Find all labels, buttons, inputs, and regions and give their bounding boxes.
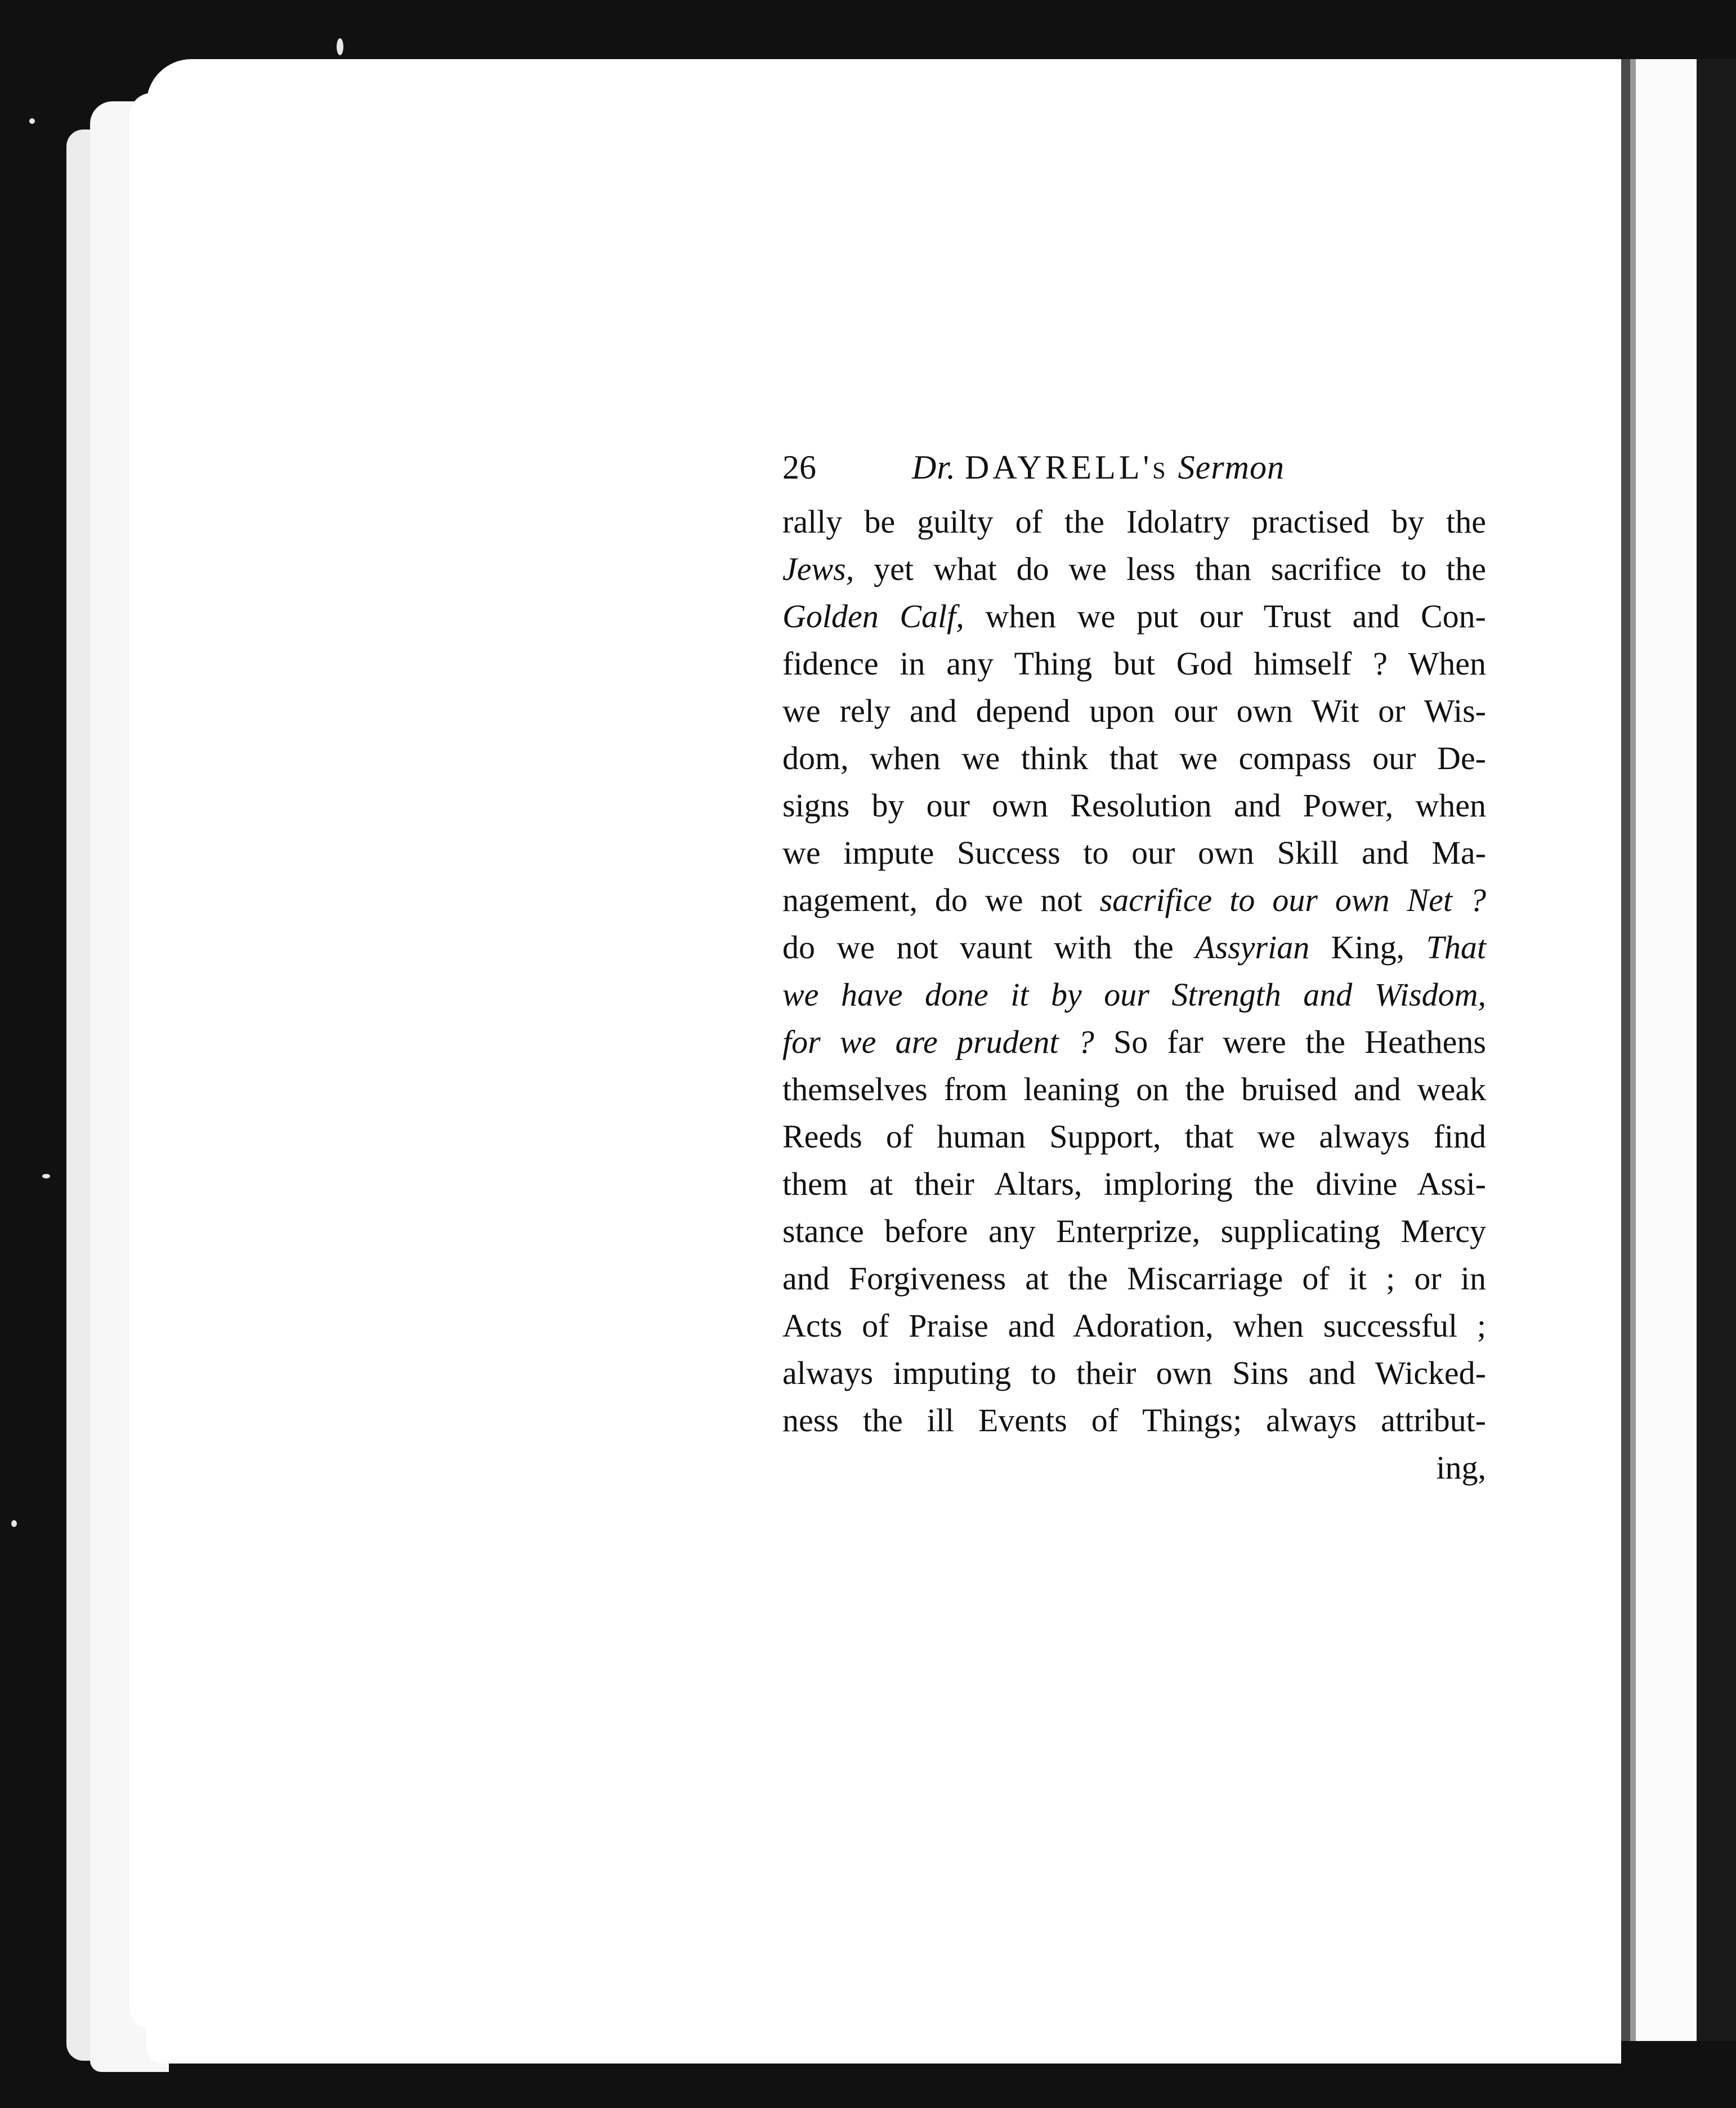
roman-text: ness the ill Events of Things; always attribut- — [782, 1402, 1486, 1439]
roman-text: Acts of Praise and Adoration, when successful ; — [782, 1307, 1486, 1344]
roman-text: when we put our Trust and Con- — [964, 598, 1486, 635]
running-head — [782, 442, 1486, 493]
italic-text: That — [1426, 929, 1486, 966]
next-leaf-edge — [1610, 59, 1736, 2041]
roman-text: them at their Altars, imploring the divine Assi- — [782, 1165, 1486, 1202]
text-line — [782, 1113, 1486, 1160]
text-line — [782, 1255, 1486, 1302]
body-text — [782, 498, 1486, 1491]
roman-text: yet what do we less than sacrifice to the — [854, 551, 1486, 587]
scan-speck — [337, 38, 343, 55]
text-line — [782, 546, 1486, 593]
scan-border — [1697, 59, 1736, 2041]
roman-text: and Forgiveness at the Miscarriage of it ; or in — [782, 1260, 1486, 1297]
roman-text: Reeds of human Support, that we always find — [782, 1118, 1486, 1155]
roman-text: do we not vaunt with the — [782, 929, 1196, 966]
roman-text: dom, when we think that we compass our De- — [782, 740, 1486, 776]
text-line — [782, 1066, 1486, 1113]
roman-text: fidence in any Thing but God himself ? When — [782, 645, 1486, 682]
italic-text: Assyrian — [1195, 929, 1310, 966]
text-line — [782, 498, 1486, 546]
scan-speck — [42, 1174, 50, 1178]
roman-text: we impute Success to our own Skill and Ma- — [782, 834, 1486, 871]
running-head-title — [912, 442, 1285, 493]
text-line — [782, 687, 1486, 735]
text-line — [782, 593, 1486, 640]
text-line — [782, 640, 1486, 687]
text-line — [782, 782, 1486, 829]
text-line — [782, 1302, 1486, 1350]
text-line — [782, 971, 1486, 1019]
page-text-block — [782, 442, 1486, 1491]
roman-text: always imputing to their own Sins and Wicked- — [782, 1355, 1486, 1391]
text-line — [782, 1160, 1486, 1208]
roman-text: rally be guilty of the Idolatry practised by the — [782, 503, 1486, 540]
italic-text: sacrifice to our own Net ? — [1099, 882, 1487, 918]
roman-text: King, — [1309, 929, 1426, 966]
text-line — [782, 829, 1486, 877]
text-line — [782, 735, 1486, 782]
roman-text: themselves from leaning on the bruised and weak — [782, 1071, 1486, 1107]
text-line — [782, 877, 1486, 924]
italic-text: we have done it by our Strength and Wisdom, — [782, 976, 1486, 1013]
text-line — [782, 1208, 1486, 1255]
roman-text: So far were the Heathens — [1094, 1024, 1486, 1060]
text-line — [782, 1350, 1486, 1397]
roman-text: stance before any Enterprize, supplicating Mercy — [782, 1213, 1486, 1249]
italic-text: for we are prudent ? — [782, 1024, 1094, 1060]
roman-text: we rely and depend upon our own Wit or Wis- — [782, 693, 1486, 729]
italic-text: Jews, — [782, 551, 854, 587]
running-head-name: DAYRELL's — [965, 449, 1169, 486]
scan-speck — [11, 1520, 17, 1527]
binding-gutter-shadow — [1630, 59, 1636, 2041]
italic-text: Golden Calf, — [782, 598, 964, 635]
text-line — [782, 1019, 1486, 1066]
book-page — [146, 59, 1621, 2064]
running-head-suffix: Sermon — [1178, 449, 1285, 486]
roman-text: signs by our own Resolution and Power, when — [782, 787, 1486, 824]
scan-speck — [29, 118, 35, 124]
text-line — [782, 1444, 1486, 1491]
page-number: 26 — [782, 449, 816, 486]
text-line — [782, 924, 1486, 971]
running-head-prefix: Dr. — [912, 449, 956, 486]
text-line — [782, 1397, 1486, 1444]
roman-text: nagement, do we not — [782, 882, 1100, 918]
roman-text: ing, — [1436, 1449, 1486, 1486]
